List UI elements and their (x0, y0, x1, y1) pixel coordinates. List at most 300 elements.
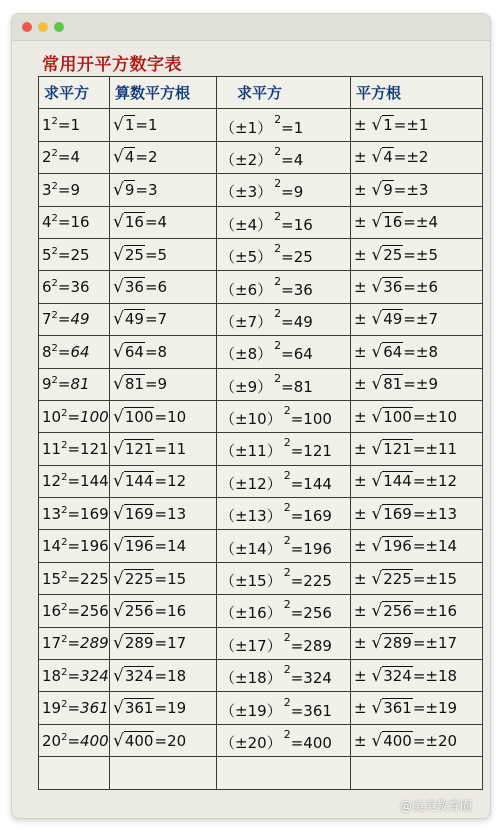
plus-minus-sign: ± (354, 180, 367, 199)
base-number: 13 (42, 504, 62, 523)
exponent: 2 (61, 407, 68, 419)
radicand: 9 (124, 180, 135, 199)
equals-sign: = (67, 439, 81, 458)
equals-sign: = (403, 375, 416, 394)
paren-open: （ (220, 442, 236, 461)
equals-sign: = (67, 472, 81, 491)
square-value: 100 (80, 407, 109, 426)
arithmetic-root-cell (110, 303, 217, 335)
radicand: 144 (124, 472, 154, 491)
radicand: 361 (124, 699, 154, 718)
base-number: 19 (42, 699, 62, 718)
equals-sign: = (154, 439, 168, 458)
base-number: 11 (247, 442, 267, 461)
plus-minus-sign: ± (354, 699, 367, 718)
equals-sign: = (290, 604, 304, 623)
sqrt-icon: √ (371, 309, 383, 330)
plus-minus-sign: ± (415, 245, 429, 264)
root-value: 5 (157, 245, 168, 264)
close-window-icon[interactable] (22, 22, 32, 32)
square-value: 36 (293, 280, 313, 299)
radicand: 400 (124, 731, 154, 750)
radicand: 196 (383, 537, 412, 556)
plus-minus-sign: ± (354, 213, 367, 232)
paren-close: ） (266, 734, 282, 752)
paren-open: （ (220, 669, 236, 688)
equals-sign: = (135, 116, 148, 135)
table-row (39, 336, 483, 368)
plus-minus-sign: ± (235, 150, 248, 169)
root-value: 3 (418, 180, 429, 199)
table-row (39, 238, 483, 270)
equals-sign: = (281, 183, 294, 202)
square-value: 144 (303, 474, 332, 493)
plus-minus-sign: ± (235, 474, 248, 493)
radicand: 289 (124, 634, 154, 653)
square-root-table (38, 76, 483, 790)
square-value: 4 (70, 148, 81, 167)
root-value: 4 (428, 213, 438, 232)
sqrt-icon: √ (113, 147, 124, 168)
plus-minus-sign: ± (354, 634, 367, 653)
exponent: 2 (283, 533, 291, 547)
root-value: 3 (147, 180, 158, 199)
arithmetic-root-cell (110, 174, 217, 206)
plus-minus-sign: ± (425, 731, 438, 750)
sqrt-icon: √ (113, 309, 124, 330)
square-value: 144 (80, 472, 109, 491)
equals-sign: = (290, 539, 304, 558)
paren-close: ） (257, 280, 273, 299)
sqrt-icon: √ (371, 536, 383, 557)
paren-close: ） (266, 669, 282, 688)
signed-square-cell (217, 562, 351, 594)
square-root-cell (351, 465, 483, 497)
paren-close: ） (266, 507, 282, 526)
radicand: 49 (383, 310, 403, 329)
paren-close: ） (266, 539, 282, 558)
base-number: 6 (247, 280, 258, 299)
radicand: 1 (383, 116, 393, 135)
exponent: 2 (61, 472, 68, 484)
sheet-title: 常用开平方数字表 (42, 50, 182, 77)
equals-sign: = (144, 375, 158, 394)
sqrt-icon: √ (371, 147, 383, 168)
plus-minus-sign: ± (235, 118, 248, 137)
exponent: 2 (61, 569, 68, 581)
square-cell (39, 595, 110, 627)
plus-minus-sign: ± (415, 342, 429, 361)
signed-square-cell (217, 141, 351, 173)
base-number: 4 (42, 213, 52, 232)
signed-square-cell (217, 433, 351, 465)
sqrt-icon: √ (113, 730, 124, 751)
sqrt-icon: √ (371, 633, 383, 654)
exponent: 2 (61, 666, 68, 678)
root-value: 6 (157, 278, 168, 297)
radicand: 100 (124, 407, 154, 426)
plus-minus-sign: ± (235, 410, 248, 429)
plus-minus-sign: ± (235, 248, 248, 267)
base-number: 17 (42, 634, 62, 653)
square-cell (39, 336, 110, 368)
base-number: 15 (247, 572, 267, 591)
signed-square-cell (217, 206, 351, 238)
radicand: 100 (383, 407, 412, 426)
arithmetic-root-cell (110, 692, 217, 724)
plus-minus-sign: ± (425, 439, 438, 458)
square-value: 169 (303, 507, 332, 526)
equals-sign: = (281, 248, 294, 267)
equals-sign: = (281, 215, 294, 234)
plus-minus-sign: ± (354, 601, 367, 620)
table-row (39, 562, 483, 594)
exponent: 2 (51, 245, 58, 257)
paren-close: ） (257, 150, 273, 169)
table-row (39, 400, 483, 432)
plus-minus-sign: ± (235, 215, 248, 234)
exponent: 2 (274, 306, 282, 320)
base-number: 18 (42, 666, 62, 685)
table-row (39, 498, 483, 530)
root-value: 11 (438, 439, 458, 458)
base-number: 1 (42, 116, 52, 135)
root-value: 16 (438, 601, 458, 620)
paren-open: （ (220, 377, 236, 396)
equals-sign: = (412, 472, 426, 491)
square-root-cell (351, 271, 483, 303)
base-number: 12 (42, 472, 62, 491)
sqrt-icon: √ (113, 536, 124, 557)
plus-minus-sign: ± (235, 280, 248, 299)
square-cell (39, 238, 110, 270)
table-row (39, 660, 483, 692)
paren-close: ） (266, 636, 282, 655)
equals-sign: = (403, 278, 416, 297)
equals-sign: = (154, 537, 168, 556)
radicand: 225 (383, 569, 412, 588)
sqrt-icon: √ (113, 633, 124, 654)
equals-sign: = (135, 148, 148, 167)
plus-minus-sign: ± (354, 569, 367, 588)
radicand: 36 (383, 278, 403, 297)
sqrt-icon: √ (113, 406, 124, 427)
equals-sign: = (144, 342, 158, 361)
square-value: 4 (293, 150, 304, 169)
plus-minus-sign: ± (425, 407, 438, 426)
radicand: 49 (124, 310, 144, 329)
root-value: 6 (428, 278, 438, 297)
equals-sign: = (281, 312, 294, 331)
root-value: 12 (438, 472, 458, 491)
equals-sign: = (290, 507, 304, 526)
equals-sign: = (154, 666, 168, 685)
exponent: 2 (51, 116, 58, 128)
sqrt-icon: √ (371, 730, 383, 751)
plus-minus-sign: ± (354, 245, 367, 264)
paren-open: （ (220, 150, 236, 169)
exponent: 2 (274, 177, 282, 191)
paren-close: ） (266, 410, 282, 429)
equals-sign: = (154, 634, 168, 653)
plus-minus-sign: ± (425, 537, 438, 556)
radicand: 9 (383, 180, 393, 199)
square-cell (39, 206, 110, 238)
equals-sign: = (57, 116, 71, 135)
paren-close: ） (266, 442, 282, 461)
plus-minus-sign: ± (354, 504, 367, 523)
plus-minus-sign: ± (235, 345, 248, 364)
sqrt-icon: √ (371, 244, 383, 265)
radicand: 169 (124, 504, 154, 523)
root-value: 2 (418, 148, 429, 167)
plus-minus-sign: ± (354, 148, 367, 167)
watermark: @美美教育圈 (399, 799, 472, 813)
square-value: 361 (303, 701, 332, 720)
equals-sign: = (412, 634, 426, 653)
plus-minus-sign: ± (235, 377, 248, 396)
square-value: 49 (70, 310, 90, 329)
signed-square-cell (217, 465, 351, 497)
square-value: 25 (293, 248, 313, 267)
table-row (39, 303, 483, 335)
signed-square-cell (217, 109, 351, 141)
sqrt-icon: √ (113, 600, 124, 621)
sqrt-icon: √ (371, 115, 383, 136)
paren-open: （ (220, 312, 236, 331)
table-body (39, 109, 483, 789)
minimize-window-icon[interactable] (38, 22, 48, 32)
equals-sign: = (412, 407, 426, 426)
equals-sign: = (412, 439, 426, 458)
table-row (39, 724, 483, 756)
equals-sign: = (57, 148, 71, 167)
plus-minus-sign: ± (235, 572, 248, 591)
square-cell (39, 368, 110, 400)
square-cell (39, 660, 110, 692)
sqrt-icon: √ (371, 698, 383, 719)
root-value: 15 (167, 569, 187, 588)
plus-minus-sign: ± (425, 699, 438, 718)
equals-sign: = (290, 636, 304, 655)
plus-minus-sign: ± (425, 504, 438, 523)
equals-sign: = (412, 601, 426, 620)
equals-sign: = (57, 213, 71, 232)
zoom-window-icon[interactable] (54, 22, 64, 32)
root-value: 2 (147, 148, 158, 167)
sqrt-icon: √ (371, 438, 383, 459)
signed-square-cell (217, 336, 351, 368)
arithmetic-root-cell (110, 595, 217, 627)
equals-sign: = (154, 407, 168, 426)
equals-sign: = (154, 504, 168, 523)
paren-close: ） (257, 312, 273, 331)
square-value: 16 (70, 213, 90, 232)
plus-minus-sign: ± (415, 375, 429, 394)
plus-minus-sign: ± (354, 666, 367, 685)
square-value: 81 (70, 375, 90, 394)
plus-minus-sign: ± (354, 342, 367, 361)
square-value: 196 (80, 537, 109, 556)
paren-close: ） (266, 604, 282, 623)
equals-sign: = (290, 669, 304, 688)
root-value: 13 (438, 504, 458, 523)
square-value: 225 (80, 569, 109, 588)
paren-open: （ (220, 345, 236, 364)
exponent: 2 (274, 242, 282, 256)
equals-sign: = (154, 601, 168, 620)
exponent: 2 (274, 371, 282, 385)
sqrt-icon: √ (113, 503, 124, 524)
sqrt-icon: √ (113, 244, 124, 265)
root-value: 7 (157, 310, 168, 329)
square-value: 361 (80, 699, 109, 718)
exponent: 2 (283, 728, 291, 741)
equals-sign: = (67, 569, 81, 588)
paren-open: （ (220, 734, 236, 752)
plus-minus-sign: ± (235, 669, 248, 688)
square-value: 100 (303, 410, 332, 429)
paren-open: （ (220, 410, 236, 429)
square-root-cell (351, 562, 483, 594)
equals-sign: = (144, 278, 158, 297)
equals-sign: = (57, 310, 71, 329)
equals-sign: = (412, 699, 426, 718)
exponent: 2 (283, 598, 291, 612)
equals-sign: = (393, 116, 407, 135)
plus-minus-sign: ± (354, 472, 367, 491)
paren-close: ） (257, 377, 273, 396)
root-value: 15 (438, 569, 458, 588)
square-value: 81 (293, 377, 313, 396)
paren-open: （ (220, 280, 236, 299)
equals-sign: = (67, 537, 81, 556)
table-row (39, 368, 483, 400)
equals-sign: = (57, 375, 71, 394)
root-value: 19 (438, 699, 458, 718)
plus-minus-sign: ± (415, 213, 429, 232)
radicand: 25 (383, 245, 403, 264)
root-value: 4 (157, 213, 168, 232)
sqrt-icon: √ (371, 503, 383, 524)
square-cell (39, 141, 110, 173)
radicand: 4 (124, 148, 135, 167)
signed-square-cell (217, 238, 351, 270)
root-value: 7 (428, 310, 438, 329)
paren-open: （ (220, 507, 236, 526)
exponent: 2 (61, 634, 68, 646)
base-number: 9 (42, 375, 52, 394)
root-value: 1 (147, 116, 158, 135)
equals-sign: = (144, 310, 158, 329)
sqrt-icon: √ (371, 341, 383, 362)
table-row (39, 595, 483, 627)
exponent: 2 (274, 144, 282, 158)
radicand: 144 (383, 472, 412, 491)
plus-minus-sign: ± (406, 148, 419, 167)
square-root-cell (351, 109, 483, 141)
equals-sign: = (67, 699, 81, 718)
sqrt-icon: √ (113, 438, 124, 459)
plus-minus-sign: ± (235, 183, 248, 202)
table-row (39, 465, 483, 497)
paren-open: （ (220, 539, 236, 558)
arithmetic-root-cell (110, 238, 217, 270)
square-value: 400 (303, 734, 332, 752)
square-cell (39, 530, 110, 562)
arithmetic-root-cell (110, 433, 217, 465)
exponent: 2 (274, 339, 282, 353)
radicand: 121 (383, 439, 412, 458)
sqrt-icon: √ (113, 665, 124, 686)
plus-minus-sign: ± (406, 180, 419, 199)
sqrt-icon: √ (113, 212, 124, 233)
base-number: 9 (247, 377, 258, 396)
exponent: 2 (274, 112, 282, 126)
square-value: 1 (293, 118, 304, 137)
base-number: 14 (247, 539, 267, 558)
plus-minus-sign: ± (354, 278, 367, 297)
exponent: 2 (61, 537, 68, 549)
exponent: 2 (274, 274, 282, 288)
base-number: 7 (42, 310, 52, 329)
plus-minus-sign: ± (354, 537, 367, 556)
exponent: 2 (61, 699, 68, 711)
equals-sign: = (412, 569, 426, 588)
square-root-cell (351, 238, 483, 270)
radicand: 81 (383, 375, 403, 394)
equals-sign: = (403, 213, 416, 232)
base-number: 13 (247, 507, 267, 526)
base-number: 16 (42, 601, 62, 620)
arithmetic-root-cell (110, 141, 217, 173)
arithmetic-root-cell (110, 336, 217, 368)
signed-square-cell (217, 692, 351, 724)
signed-square-cell (217, 627, 351, 659)
table-row (39, 627, 483, 659)
radicand: 289 (383, 634, 412, 653)
equals-sign: = (403, 310, 416, 329)
paren-open: （ (220, 572, 236, 591)
exponent: 2 (61, 504, 68, 516)
root-value: 13 (167, 504, 187, 523)
square-root-cell (351, 692, 483, 724)
sqrt-icon: √ (113, 374, 124, 395)
plus-minus-sign: ± (235, 507, 248, 526)
radicand: 36 (124, 278, 144, 297)
square-value: 36 (70, 278, 90, 297)
paren-open: （ (220, 215, 236, 234)
base-number: 15 (42, 569, 62, 588)
square-cell (39, 271, 110, 303)
root-value: 18 (438, 666, 458, 685)
arithmetic-root-cell (110, 271, 217, 303)
equals-sign: = (290, 442, 304, 461)
signed-square-cell (217, 368, 351, 400)
base-number: 19 (247, 701, 267, 720)
paren-open: （ (220, 474, 236, 493)
sqrt-icon: √ (371, 179, 383, 200)
plus-minus-sign: ± (235, 312, 248, 331)
equals-sign: = (290, 410, 304, 429)
table-row (39, 109, 483, 141)
radicand: 16 (383, 213, 403, 232)
radicand: 169 (383, 504, 412, 523)
exponent: 2 (283, 436, 291, 450)
window-titlebar (12, 14, 490, 41)
root-value: 20 (438, 731, 458, 750)
square-root-cell (351, 660, 483, 692)
